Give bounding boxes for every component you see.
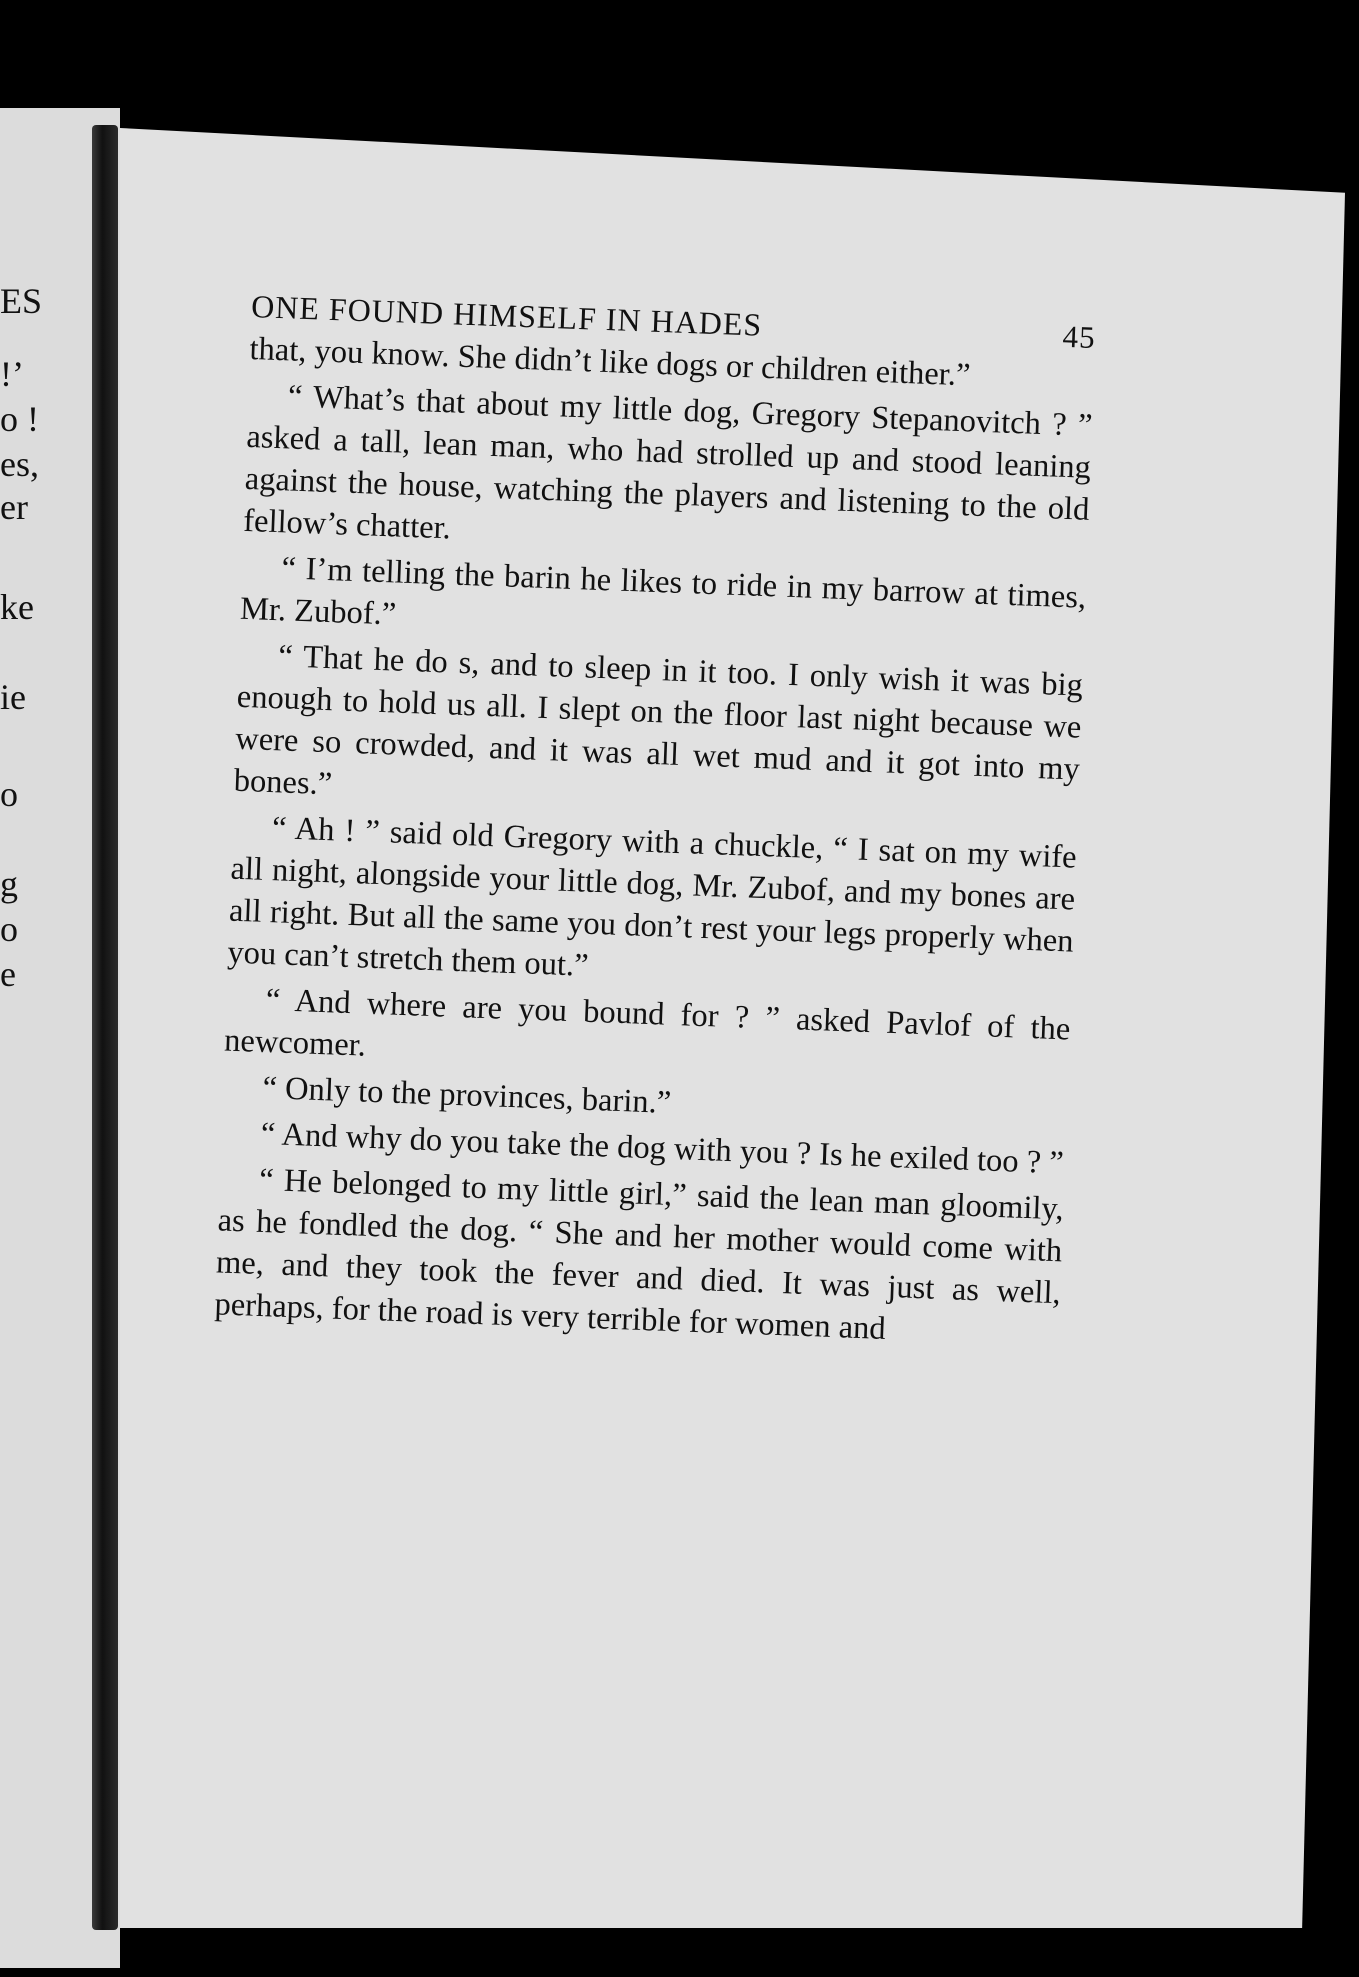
left-fragment: ie <box>0 677 26 717</box>
left-fragment: o <box>0 909 18 949</box>
paragraph: “ He belonged to my little girl,” said the lean man gloomily, as he fondled the dog. “ She and her mother would come with me, and they took the fever and died. It was just as well, perhaps, for the road is very terrible for women and <box>213 1161 1065 1347</box>
left-fragment: ke <box>0 587 34 627</box>
page-text-block <box>214 285 1097 1356</box>
paragraph: that, you know. She didn’t like dogs or children either.” <box>248 330 972 394</box>
left-fragment: e <box>0 954 16 994</box>
left-fragment: o ! <box>0 399 39 439</box>
page-number: 45 <box>1062 318 1097 355</box>
left-fragment: ES <box>0 281 43 321</box>
left-fragment: o <box>0 774 18 814</box>
running-head-title: ONE FOUND HIMSELF IN HADES <box>250 287 763 343</box>
paragraph: “ And why do you take the dog with you ? Is he exiled too ? ” <box>260 1115 1065 1182</box>
book-gutter <box>92 125 118 1930</box>
left-fragment: er <box>0 487 28 527</box>
paragraph: “ Ah ! ” said old Gregory with a chuckle, “ I sat on my wife all night, alongside your little dog, Mr. Zubof, and my bones are all right. But all the same you don’t rest your legs properly when you can’t stretch them out.” <box>226 810 1078 984</box>
paragraph: “ I’m telling the barin he likes to ride in my barrow at times, Mr. Zubof.” <box>239 550 1087 633</box>
paragraph: “ What’s that about my little dog, Gregory Stepanovitch ? ” asked a tall, lean man, who had strolled up and stood leaning against the house, watching the players and listening to the old fellow’s chatter. <box>242 378 1094 547</box>
paragraph: “ Only to the provinces, barin.” <box>261 1069 672 1121</box>
paragraph: “ And where are you bound for ? ” asked Pavlof of the newcomer. <box>223 981 1071 1064</box>
left-fragment: !’ <box>0 354 24 394</box>
paragraph: “ That he do s, and to sleep in it too. I only wish it was big enough to hold us all. I slept on the floor last night because we were so crowded, and it was all wet mud and it got into my bones.” <box>233 638 1084 803</box>
left-fragment: es, <box>0 444 39 484</box>
left-fragment: g <box>0 864 18 904</box>
